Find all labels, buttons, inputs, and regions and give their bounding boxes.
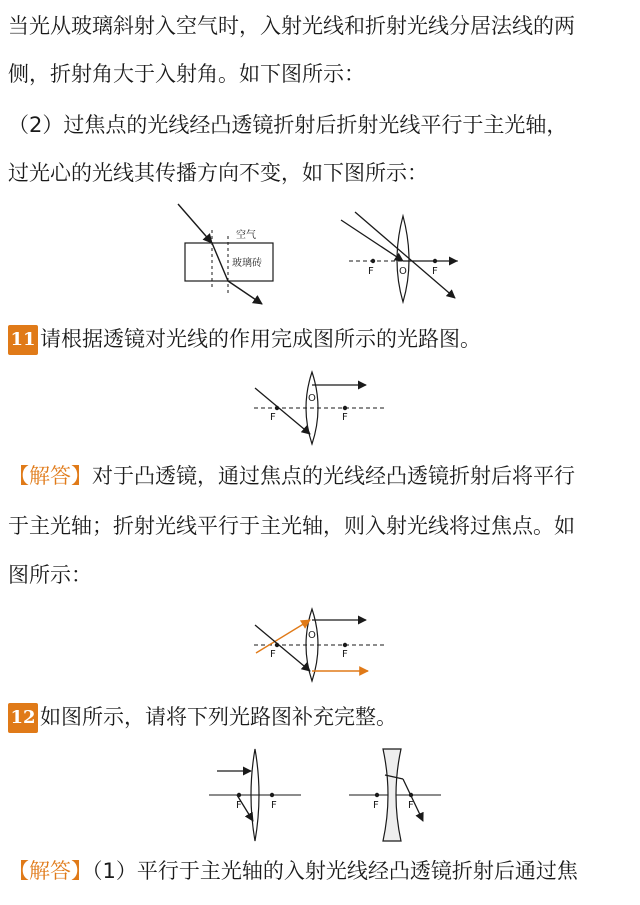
question-text: 请根据透镜对光线的作用完成图所示的光路图。 bbox=[40, 327, 481, 351]
focus-point bbox=[375, 793, 379, 797]
glass-label: 玻璃砖 bbox=[232, 258, 262, 269]
focus-label: F bbox=[342, 412, 348, 423]
figure-q12-concave bbox=[345, 745, 445, 845]
paragraph-line: 当光从玻璃斜射入空气时，入射光线和折射光线分居法线的两 bbox=[8, 14, 575, 38]
incoming-ray bbox=[255, 388, 310, 434]
figure-convex-lens-1 bbox=[335, 210, 465, 305]
optical-center-label: O bbox=[308, 630, 316, 641]
incident-ray bbox=[178, 204, 212, 243]
question-text: 如图所示，请将下列光路图补充完整。 bbox=[40, 705, 397, 729]
figure-q12-convex bbox=[205, 745, 305, 845]
paragraph-line: 侧，折射角大于入射角。如下图所示： bbox=[8, 62, 365, 86]
focus-label: F bbox=[373, 800, 379, 811]
paragraph-line: （2）过焦点的光线经凸透镜折射后折射光线平行于主光轴， bbox=[8, 113, 568, 137]
answer-text: （1）平行于主光轴的入射光线经凸透镜折射后通过焦 bbox=[92, 859, 578, 883]
optical-center-label: O bbox=[308, 393, 316, 404]
focus-point bbox=[275, 643, 279, 647]
focus-point bbox=[433, 259, 437, 263]
answer-11-line: 于主光轴；折射光线平行于主光轴，则入射光线将过焦点。如 bbox=[8, 514, 575, 538]
question-11 bbox=[8, 325, 481, 355]
focus-label: F bbox=[432, 266, 438, 277]
focus-point bbox=[343, 406, 347, 410]
figure-q11-lens bbox=[250, 368, 390, 448]
answer-11-line: 图所示： bbox=[8, 563, 92, 587]
question-number-badge: 12 bbox=[8, 703, 38, 733]
answer-tag: 【解答】 bbox=[8, 859, 92, 883]
focus-point bbox=[409, 793, 413, 797]
focus-label: F bbox=[342, 649, 348, 660]
focus-label: F bbox=[408, 800, 414, 811]
focus-label: F bbox=[368, 266, 374, 277]
focus-label: F bbox=[270, 649, 276, 660]
focus-point bbox=[237, 793, 241, 797]
focus-point bbox=[371, 259, 375, 263]
answer-11-line bbox=[8, 462, 575, 490]
answer-text: 对于凸透镜，通过焦点的光线经凸透镜折射后将平行 bbox=[92, 464, 575, 488]
figure-glass-slab bbox=[170, 200, 280, 310]
optical-center-label: O bbox=[399, 266, 407, 277]
focus-label: F bbox=[271, 800, 277, 811]
answer-12-line bbox=[8, 857, 578, 885]
answer-tag: 【解答】 bbox=[8, 464, 92, 488]
question-number-badge: 11 bbox=[8, 325, 38, 355]
figure-answer11-lens bbox=[250, 605, 390, 685]
inner-ray bbox=[212, 243, 228, 281]
focus-label: F bbox=[270, 412, 276, 423]
focus-point bbox=[275, 406, 279, 410]
air-label: 空气 bbox=[236, 230, 256, 241]
focus-point bbox=[343, 643, 347, 647]
question-12 bbox=[8, 703, 397, 733]
emergent-ray bbox=[228, 281, 262, 304]
focus-label: F bbox=[236, 800, 242, 811]
focus-point bbox=[270, 793, 274, 797]
paragraph-line: 过光心的光线其传播方向不变，如下图所示： bbox=[8, 161, 428, 185]
